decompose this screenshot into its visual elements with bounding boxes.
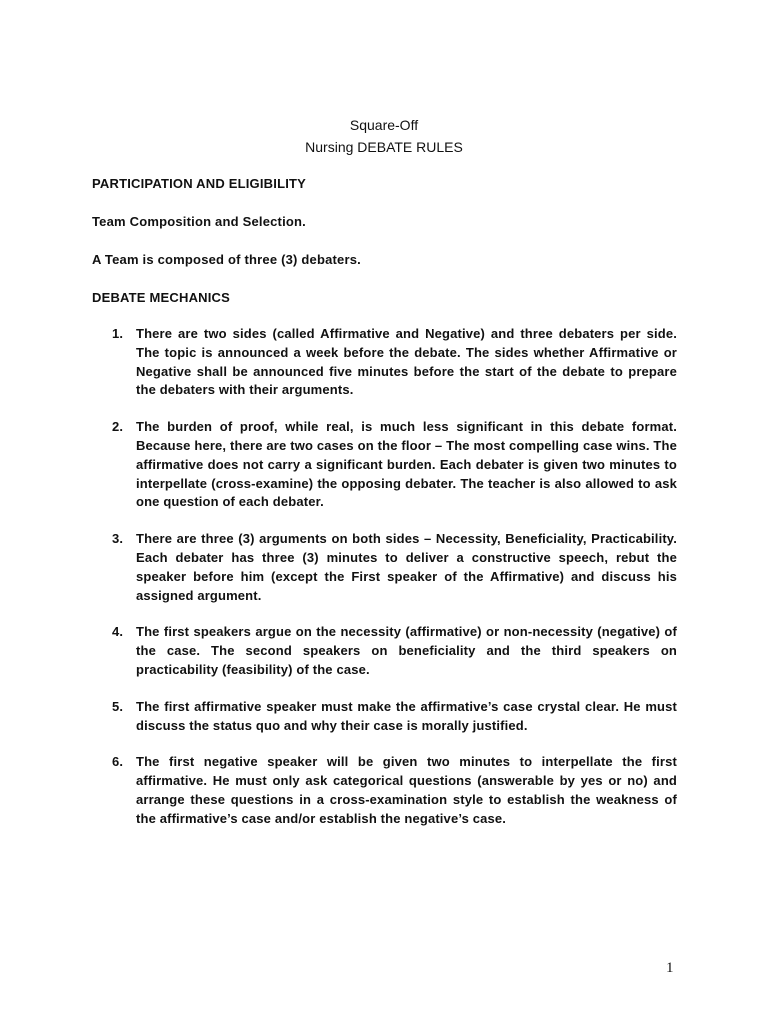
rule-item [112,698,677,736]
title-line-2: Nursing DEBATE RULES [305,139,463,155]
rule-item [112,418,677,512]
rule-item [112,753,677,828]
participation-heading: PARTICIPATION AND ELIGIBILITY [92,176,307,191]
document-title [0,114,768,158]
rules-list [112,325,677,847]
rule-text: The first speakers argue on the necessity (affirmative) or non-necessity (negative) of the case. The second speakers on beneficiality and the third speakers on practicability (feasibility) of the case. [136,624,677,677]
team-composition-text: A Team is composed of three (3) debaters. [92,252,361,267]
rule-item [112,530,677,605]
page-number: 1 [666,960,674,976]
rule-text: The first negative speaker will be given two minutes to interpellate the first affirmative. He must only ask categorical questions (answerable by yes or no) and arrange these questions in a cross-examination style to establish the weakness of the affirmative’s case and/or establish the negative’s case. [136,754,677,826]
rule-text: The burden of proof, while real, is much less significant in this debate format. Because here, there are two cases on the floor – The most compelling case wins. The affirmative does not carry a significant burden. Each debater is given two minutes to interpellate (cross-examine) the opposing debater. The teacher is also allowed to ask one question of each debater. [136,419,677,510]
rule-number: 2. [112,419,124,435]
rule-number: 5. [112,698,124,714]
rule-number: 1. [112,326,124,341]
rule-item [112,623,677,679]
rule-text: There are three (3) arguments on both sides – Necessity, Beneficiality, Practicability. Each debater has three (3) minutes to deliver a constructive speech, rebut the speaker before him (except the First speaker of the Affirmative) and discuss his assigned argument. [136,531,677,603]
rule-number: 6. [112,754,124,770]
title-line-1: Square-Off [349,117,419,133]
rule-text: There are two sides (called Affirmative and Negative) and three debaters per side. The topic is announced a week before the debate. The sides whether Affirmative or Negative shall be announced five minutes before the start of the debate to prepare the debaters with their arguments. [136,326,677,398]
rule-text: The first affirmative speaker must make the affirmative’s case crystal clear. He must discuss the status quo and why their case is morally justified. [136,698,677,733]
rule-number: 3. [112,531,124,547]
debate-mechanics-heading: DEBATE MECHANICS [92,290,231,305]
rule-item [112,325,677,400]
rule-number: 4. [112,624,124,640]
team-composition-heading: Team Composition and Selection. [92,214,306,229]
